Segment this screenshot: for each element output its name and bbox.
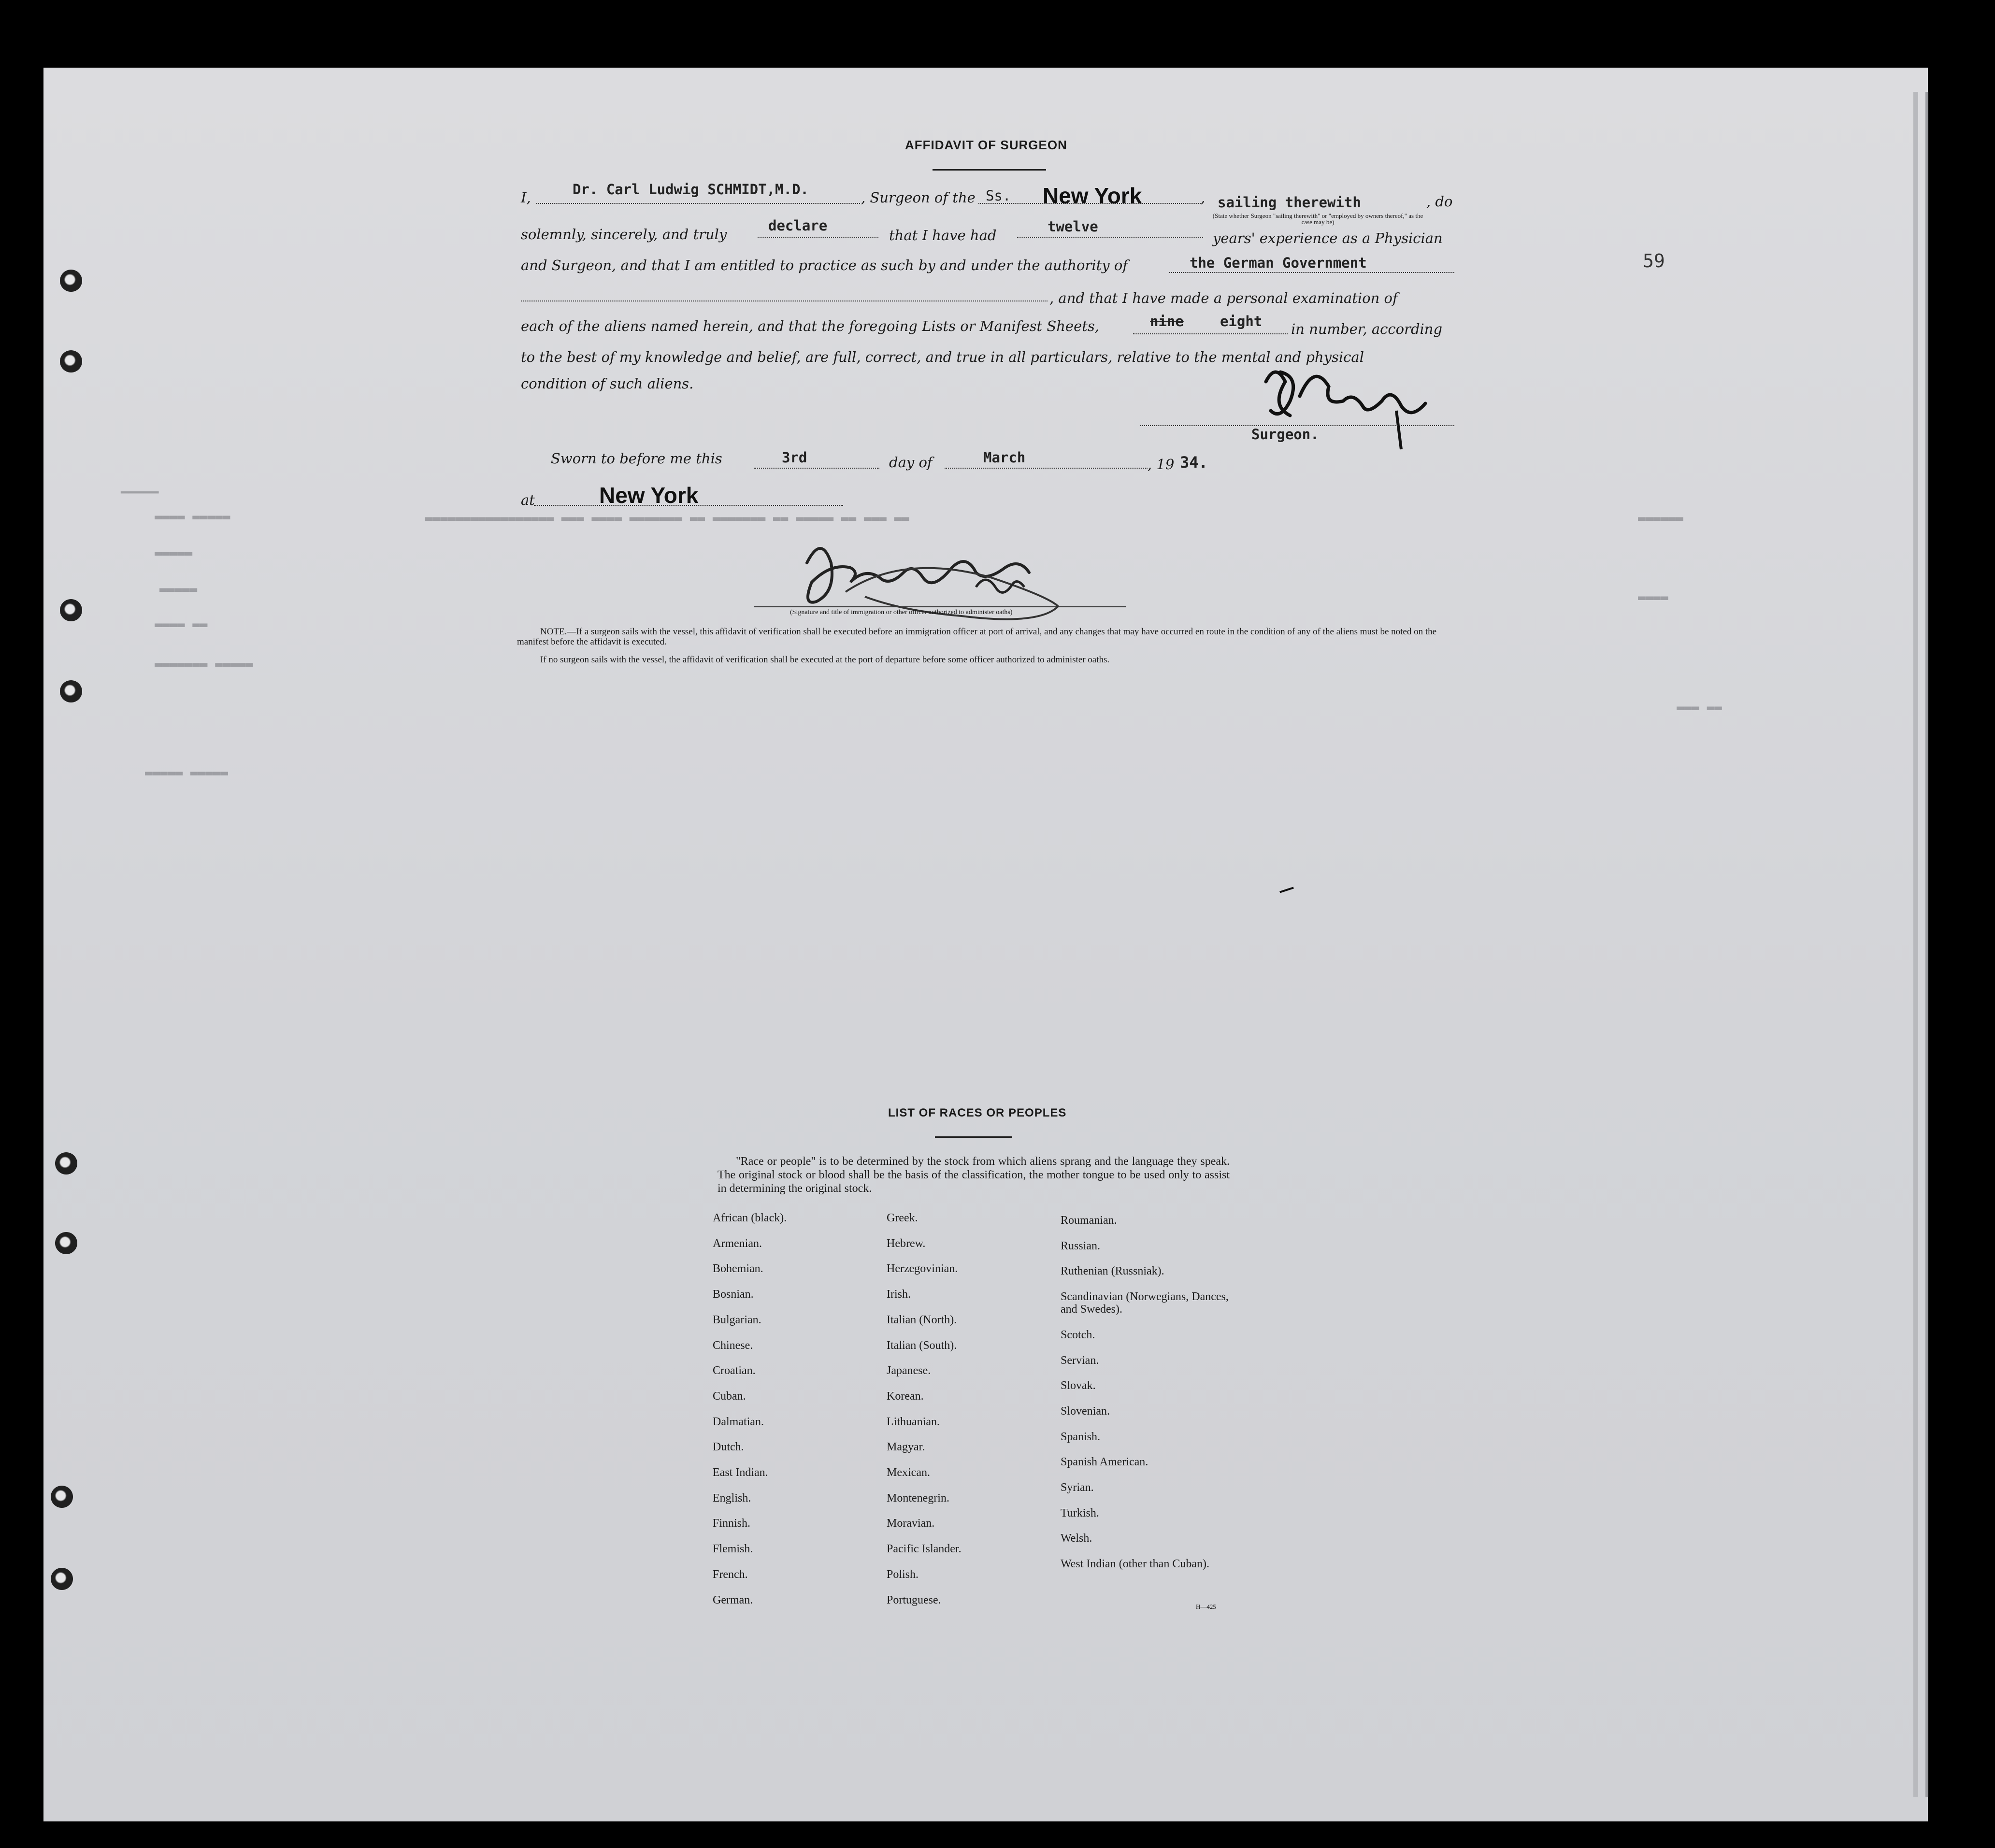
race-item: Bulgarian. [713, 1313, 761, 1326]
race-item: Moravian. [887, 1517, 935, 1530]
sailing-status: sailing therewith [1218, 194, 1361, 211]
sheets-count: eight [1220, 313, 1263, 329]
year-suffix: 34. [1180, 453, 1208, 472]
race-item: English. [713, 1491, 751, 1504]
race-item: Scandinavian (Norwegians, Dances, and Swedes). [1061, 1290, 1229, 1316]
condition-label: condition of such aliens. [521, 375, 694, 392]
note-2: If no surgeon sails with the vessel, the affidavit of verification shall be executed at the port of departure before some officer authorized to administer oaths. [540, 655, 1110, 665]
races-title: LIST OF RACES OR PEOPLES [888, 1106, 1067, 1119]
oath-type: declare [768, 217, 828, 234]
bleed-through-text: ▬▬▬▬▬ ▬▬▬▬▬ [145, 766, 229, 780]
race-item: French. [713, 1568, 748, 1581]
race-item: Irish. [887, 1288, 911, 1301]
race-item: Montenegrin. [887, 1491, 949, 1504]
bleed-through-text: ━━━━━ [121, 486, 159, 500]
affidavit-title: AFFIDAVIT OF SURGEON [905, 138, 1067, 152]
bleed-through-text: ▬▬▬▬▬ [159, 582, 198, 597]
race-item: Slovak. [1061, 1379, 1096, 1392]
note-1: NOTE.—If a surgeon sails with the vessel, this affidavit of verification shall be executed before an immigration officer at port of arrival, and any changes that may have occurred en route in the condition of any of the aliens must be noted on the manifest before the affidavit is executed. [517, 627, 1437, 647]
race-item: Japanese. [887, 1364, 931, 1377]
comma: , [1201, 189, 1206, 206]
day-of-label: day of [889, 454, 933, 471]
surgeon-name-line [536, 203, 860, 204]
race-item: Ruthenian (Russniak). [1061, 1265, 1164, 1278]
title-underline [933, 169, 1046, 171]
bleed-through-text: ▬▬▬▬▬▬▬ ▬▬▬▬▬ [155, 657, 253, 672]
race-item: Italian (North). [887, 1313, 957, 1326]
race-item: Spanish American. [1061, 1456, 1148, 1469]
bleed-through-text: ▬▬▬▬ [1638, 590, 1668, 605]
surgeon-signature [1247, 353, 1450, 459]
binder-hole [60, 680, 82, 702]
ship-name: New York [1043, 183, 1142, 208]
bleed-through-text: ▬▬▬ ▬▬ [1677, 701, 1722, 715]
bleed-through-text: ▬▬▬▬ ▬▬ [155, 617, 208, 632]
binder-hole [60, 270, 82, 292]
sworn-month-line [945, 468, 1148, 469]
race-item: Turkish. [1061, 1506, 1099, 1519]
i-prefix: I, [521, 189, 531, 206]
sworn-month: March [983, 449, 1026, 466]
authority-label: and Surgeon, and that I am entitled to practice as such by and under the authority of [521, 257, 1128, 273]
race-item: Polish. [887, 1568, 919, 1581]
race-item: Scotch. [1061, 1328, 1095, 1341]
form-number: H—425 [1196, 1603, 1216, 1610]
race-item: Spanish. [1061, 1430, 1101, 1443]
race-item: Cuban. [713, 1390, 746, 1403]
page-number: 59 [1643, 250, 1665, 272]
race-item: Greek. [887, 1212, 918, 1224]
races-title-underline [935, 1136, 1012, 1138]
authority-line [1169, 272, 1454, 273]
race-item: Korean. [887, 1390, 924, 1403]
race-item: Lithuanian. [887, 1415, 940, 1428]
race-item: Servian. [1061, 1354, 1099, 1367]
sworn-label: Sworn to before me this [551, 450, 722, 467]
race-item: Armenian. [713, 1237, 762, 1250]
sheets-line [1133, 333, 1288, 334]
race-item: Magyar. [887, 1441, 925, 1454]
race-item: Croatian. [713, 1364, 756, 1377]
race-item: Portuguese. [887, 1593, 941, 1606]
surgeon-of-label: , Surgeon of the [861, 189, 976, 206]
ship-name-line [978, 203, 1201, 204]
race-item: Dalmatian. [713, 1415, 764, 1428]
years-label: years' experience as a Physician [1213, 230, 1443, 246]
binder-hole [55, 1152, 77, 1175]
race-item: Dutch. [713, 1441, 744, 1454]
race-item: East Indian. [713, 1466, 768, 1479]
each-alien-label: each of the aliens named herein, and that the foregoing Lists or Manifest Sheets, [521, 318, 1100, 334]
race-item: Italian (South). [887, 1339, 957, 1352]
race-item: Syrian. [1061, 1481, 1094, 1494]
binder-hole [51, 1486, 73, 1508]
years-count: twelve [1048, 218, 1098, 235]
race-item: West Indian (other than Cuban). [1061, 1558, 1209, 1571]
ss-prefix: Ss. [986, 187, 1011, 204]
race-item: Chinese. [713, 1339, 753, 1352]
at-label: at [521, 492, 535, 508]
do-label: , do [1426, 193, 1453, 210]
races-intro: "Race or people" is to be determined by the stock from which aliens sprang and the language they speak. The original stock or blood shall be the basis of the classification, the mother tongue to be used only to assist in determining the original stock. [718, 1155, 1230, 1195]
binder-hole [55, 1232, 77, 1254]
race-item: German. [713, 1593, 753, 1606]
bleed-through-text: ▬▬▬▬ ▬▬▬▬▬ [155, 510, 230, 524]
sworn-day-line [754, 468, 879, 469]
sworn-day: 3rd [782, 449, 807, 466]
race-item: Hebrew. [887, 1237, 926, 1250]
bleed-through-text: ▬▬▬▬▬▬▬▬▬▬▬▬▬▬▬▬▬ ▬▬▬ ▬▬▬▬ ▬▬▬▬▬▬▬ ▬▬ ▬▬▬▬▬▬▬ ▬▬ ▬▬▬▬▬ ▬▬ ▬▬▬ ▬▬ [425, 511, 909, 526]
sworn-place-line [534, 505, 843, 506]
race-item: Bosnian. [713, 1288, 754, 1301]
race-item: Flemish. [713, 1543, 753, 1556]
race-item: Bohemian. [713, 1262, 763, 1275]
binder-hole [51, 1568, 73, 1590]
race-item: Herzegovinian. [887, 1262, 958, 1275]
race-item: Russian. [1061, 1239, 1101, 1252]
race-item: Roumanian. [1061, 1214, 1117, 1227]
solemnly-label: solemnly, sincerely, and truly [521, 226, 727, 243]
officer-caption: (Signature and title of immigration or other officer authorized to administer oaths) [790, 609, 1013, 616]
sailing-note: (State whether Surgeon "sailing therewith" or "employed by owners thereof," as the case may be) [1212, 212, 1423, 226]
race-item: Finnish. [713, 1517, 751, 1530]
sworn-place: New York [599, 483, 699, 508]
page-edge [1913, 92, 1918, 1797]
binder-hole [60, 350, 82, 372]
years-line [1017, 237, 1203, 238]
oath-line [758, 237, 878, 238]
binder-hole [60, 599, 82, 621]
authority: the German Government [1190, 255, 1367, 271]
have-had-label: that I have had [889, 227, 997, 244]
page-edge [1925, 92, 1928, 1797]
race-item: African (black). [713, 1212, 787, 1224]
year-prefix: , 19 [1148, 456, 1175, 473]
bleed-through-text: ▬▬▬▬▬ [155, 546, 193, 560]
race-item: Mexican. [887, 1466, 930, 1479]
race-item: Pacific Islander. [887, 1543, 962, 1556]
surgeon-label: Surgeon. [1251, 426, 1319, 443]
in-number-label: in number, according [1291, 321, 1443, 337]
bleed-through-text: ▬▬▬▬▬▬ [1638, 511, 1683, 526]
surgeon-name: Dr. Carl Ludwig SCHMIDT,M.D. [573, 181, 809, 198]
best-knowledge-label: to the best of my knowledge and belief, are full, correct, and true in all particulars, relative to the mental and physical [521, 349, 1364, 365]
race-item: Slovenian. [1061, 1404, 1110, 1418]
officer-signature-line [754, 606, 1126, 607]
personal-exam-label: , and that I have made a personal examination of [1049, 290, 1398, 306]
race-item: Welsh. [1061, 1532, 1092, 1545]
sheets-struck: nine [1150, 313, 1184, 329]
